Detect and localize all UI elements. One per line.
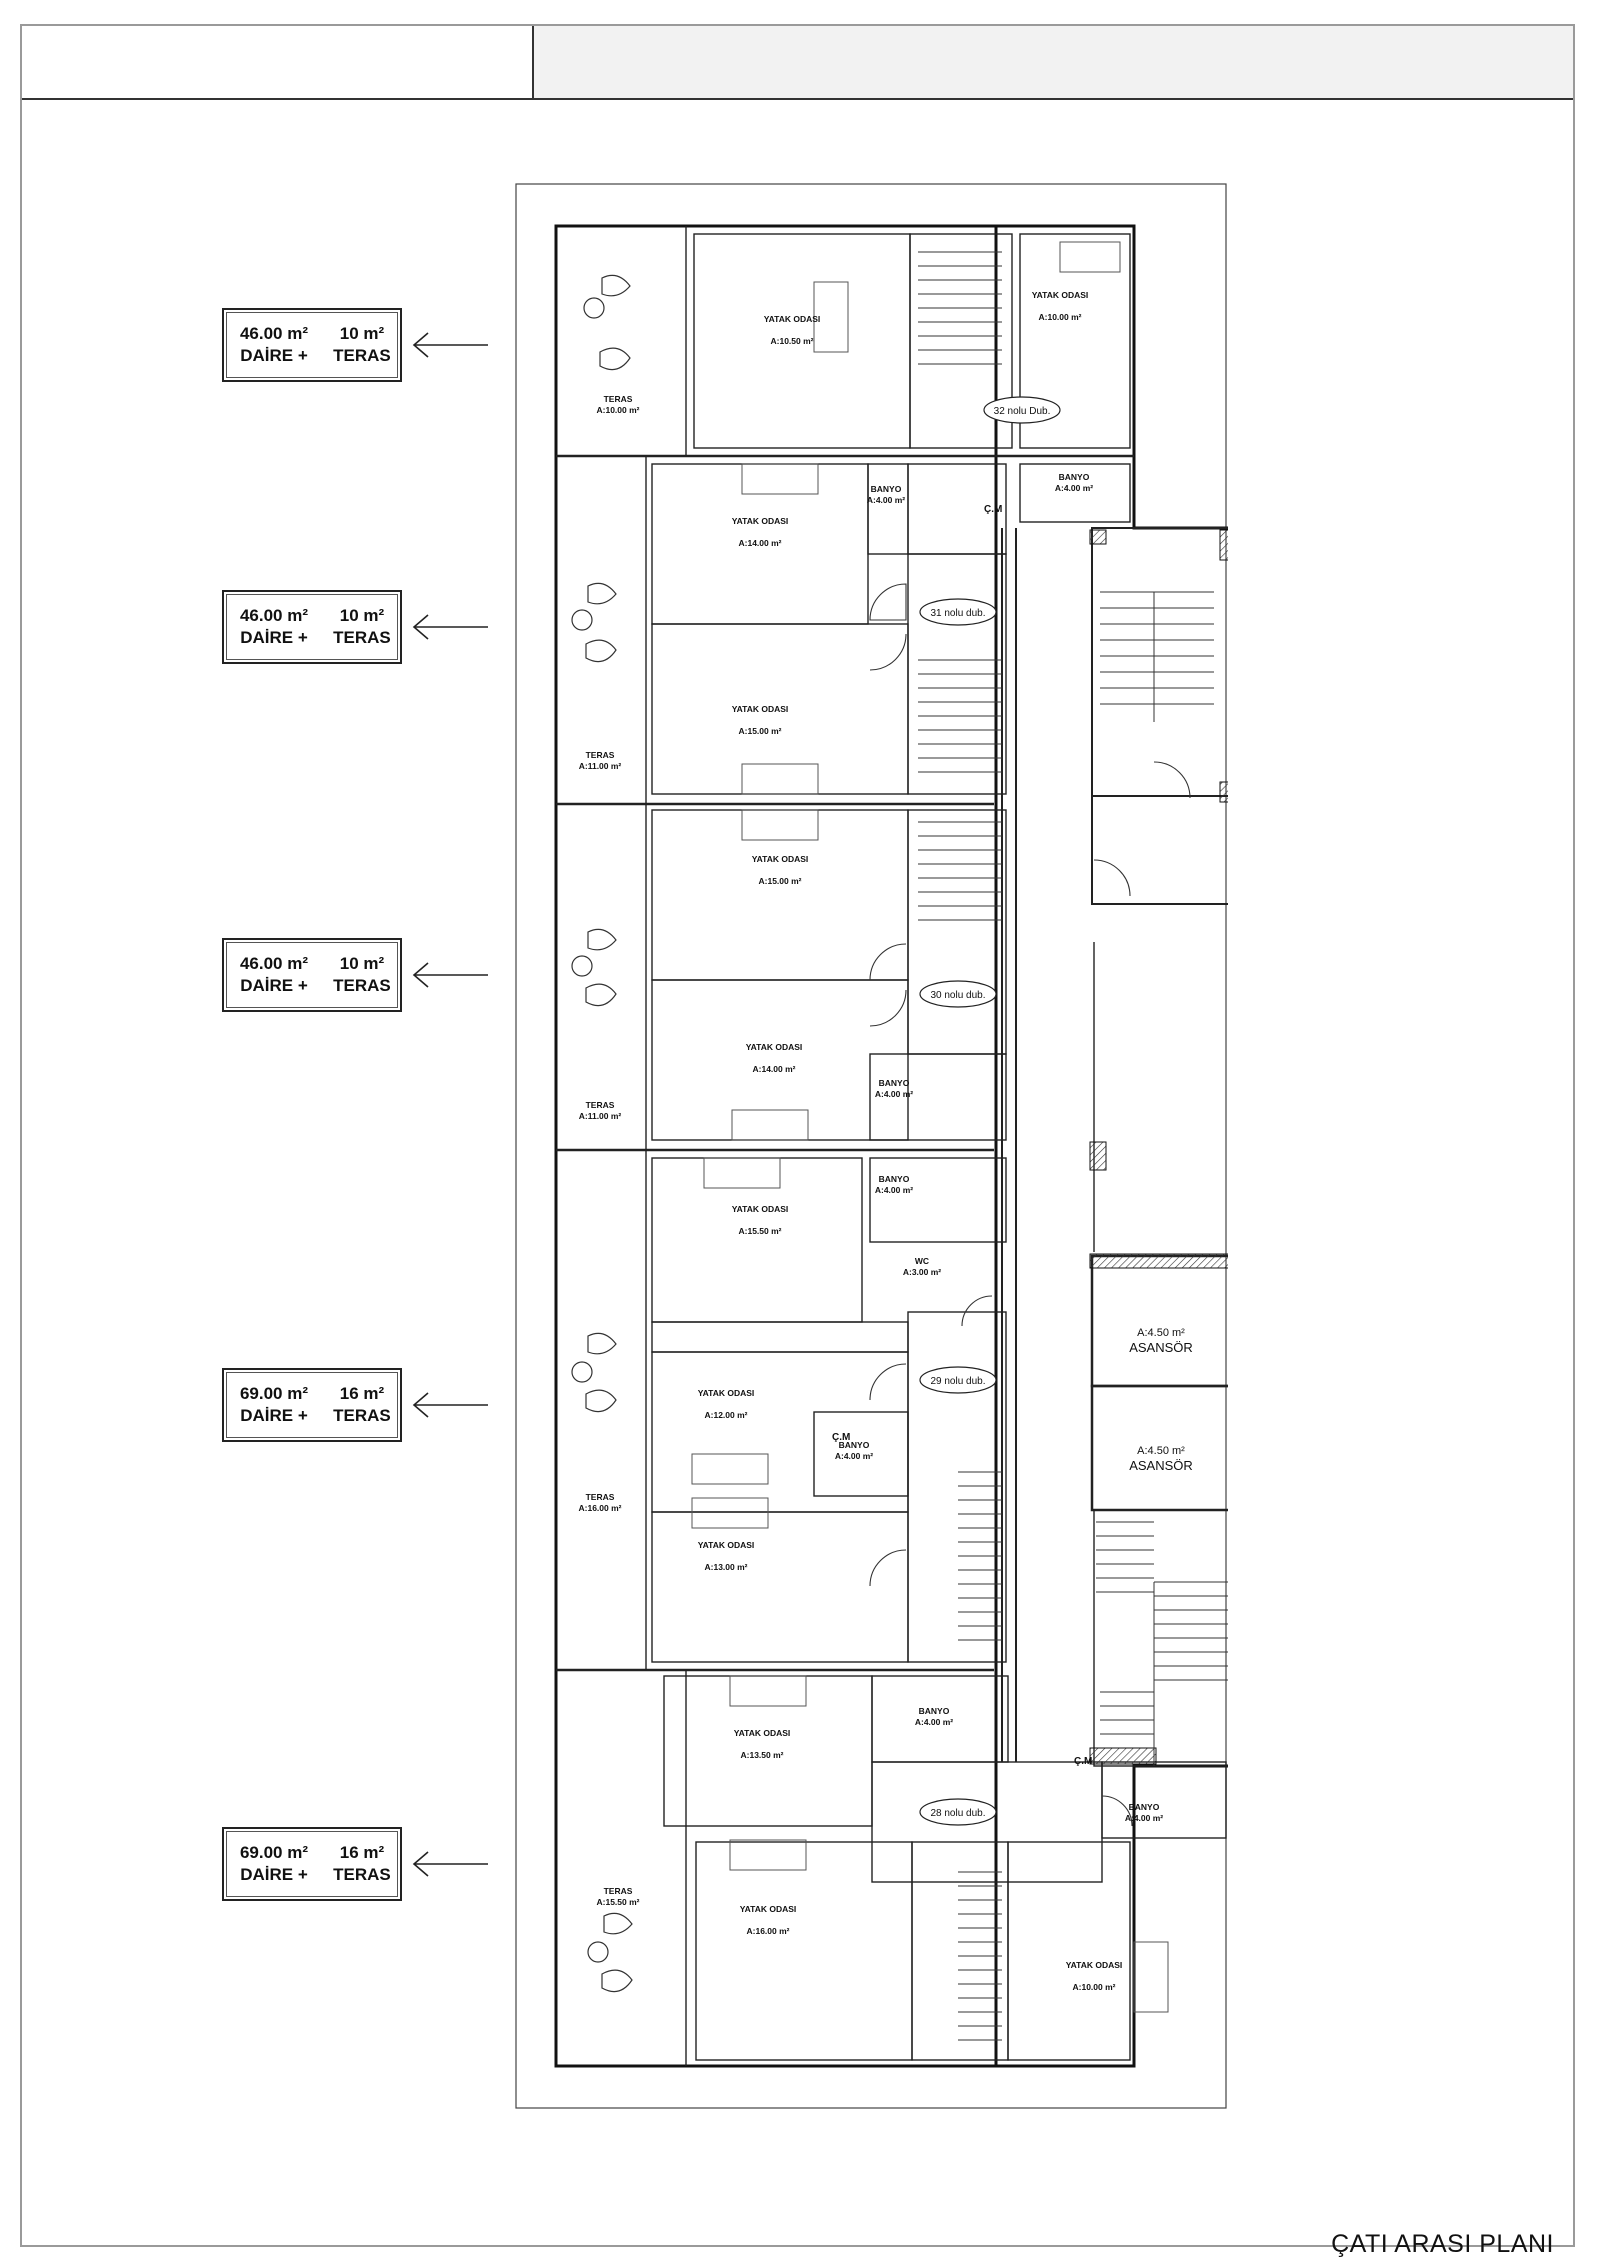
stair-core [1092, 528, 1228, 796]
unit-label-4 [222, 1368, 402, 1442]
room-area: A:11.00 m² [578, 761, 622, 771]
door-swing [870, 634, 906, 670]
room-area: A:15.00 m² [738, 726, 782, 736]
room-name: TERAS [585, 1100, 615, 1110]
room-name: BANYO [870, 484, 902, 494]
site-outline [516, 184, 1226, 2108]
drawing-title: ÇATI ARASI PLANI [1331, 2230, 1554, 2258]
unit-label-line1: 69.00 m² DAİRE + [239, 1843, 308, 1884]
door-swing [870, 944, 906, 980]
door-swing [1094, 860, 1130, 896]
room-area: A:15.00 m² [758, 876, 802, 886]
lower-stair-treads [1154, 1582, 1228, 1680]
unit-label-line2: 10 m² TERAS [333, 954, 391, 995]
elevator-name: ASANSÖR [1129, 1458, 1193, 1473]
door-swing [870, 990, 906, 1026]
core-lobby [1092, 796, 1228, 904]
column [1090, 530, 1106, 544]
column [1220, 782, 1228, 802]
chair-icon [586, 984, 616, 1005]
elevator-area: A:4.50 m² [1137, 1327, 1185, 1339]
room-outline [872, 1762, 1102, 1882]
room-name: BANYO [1128, 1802, 1160, 1812]
title-block-header [22, 26, 1573, 100]
chair-icon [604, 1913, 632, 1933]
unit-label-line2: 10 m² TERAS [333, 324, 391, 365]
shaft-label: Ç.M [832, 1432, 851, 1443]
door-swing [1154, 762, 1190, 798]
bed-icon [692, 1498, 768, 1528]
door-swing [870, 584, 906, 620]
door-swing [870, 1364, 906, 1400]
unit-label-1 [222, 308, 402, 382]
room-name: YATAK ODASI [733, 1728, 791, 1738]
room-name: YATAK ODASI [731, 516, 789, 526]
room-area: A:10.00 m² [596, 405, 640, 415]
chair-icon [602, 1970, 632, 1991]
room-area: A:16.00 m² [578, 1503, 622, 1513]
unit-label-line1: 46.00 m² DAİRE + [239, 324, 308, 365]
shaft-label: Ç.M [1074, 1756, 1093, 1767]
building-wall [556, 226, 1228, 528]
bed-icon [692, 1454, 768, 1484]
room-area: A:4.00 m² [1054, 483, 1094, 493]
room-outline [652, 810, 908, 980]
table-icon [572, 956, 592, 976]
room-name: YATAK ODASI [731, 1204, 789, 1214]
room-outline [652, 1158, 862, 1322]
stair-treads [918, 660, 1002, 772]
room-area: A:3.00 m² [902, 1267, 942, 1277]
room-name: TERAS [603, 394, 633, 404]
dub-label: 28 nolu dub. [930, 1808, 986, 1819]
room-area: A:4.00 m² [866, 495, 906, 505]
room-name: BANYO [878, 1078, 910, 1088]
unit-label-5 [222, 1827, 402, 1901]
bed-icon [704, 1158, 780, 1188]
room-area: A:11.00 m² [578, 1111, 622, 1121]
lower-stair-treads [1100, 1582, 1154, 1766]
room-area: A:4.00 m² [874, 1185, 914, 1195]
core-stair-treads [1100, 592, 1214, 722]
elevator-name: ASANSÖR [1129, 1340, 1193, 1355]
room-area: A:4.00 m² [914, 1717, 954, 1727]
bed-icon [1134, 1942, 1168, 2012]
room-name: BANYO [838, 1440, 870, 1450]
chair-icon [586, 1390, 616, 1411]
unit-label-line1: 46.00 m² DAİRE + [239, 606, 308, 647]
room-area: A:15.50 m² [596, 1897, 640, 1907]
room-name: YATAK ODASI [751, 854, 809, 864]
dub-label: 29 nolu dub. [930, 1376, 986, 1387]
stair-room [908, 810, 1006, 1054]
room-name: YATAK ODASI [1031, 290, 1089, 300]
lower-stair-treads [1096, 1522, 1154, 1592]
floor-plan [514, 182, 1228, 2110]
room-outline [652, 1322, 908, 1352]
room-name: YATAK ODASI [1065, 1960, 1123, 1970]
room-area: A:4.00 m² [1124, 1813, 1164, 1823]
room-outline [870, 1158, 1006, 1242]
room-name: YATAK ODASI [739, 1904, 797, 1914]
stair-treads [918, 822, 1002, 920]
building-west-block [556, 226, 996, 2066]
room-name: BANYO [918, 1706, 950, 1716]
dub-label: 31 nolu dub. [930, 608, 986, 619]
room-name: TERAS [603, 1886, 633, 1896]
elevator-area: A:4.50 m² [1137, 1445, 1185, 1457]
room-name: YATAK ODASI [763, 314, 821, 324]
room-area: A:12.00 m² [704, 1410, 748, 1420]
door-swing [962, 1296, 992, 1326]
room-area: A:10.00 m² [1038, 312, 1082, 322]
room-area: A:4.00 m² [874, 1089, 914, 1099]
room-name: YATAK ODASI [731, 704, 789, 714]
column [1090, 1142, 1106, 1170]
door-swing [870, 1550, 906, 1586]
room-name: TERAS [585, 750, 615, 760]
bed-icon [732, 1110, 808, 1140]
unit-label-line1: 69.00 m² DAİRE + [239, 1384, 308, 1425]
room-name: TERAS [585, 1492, 615, 1502]
chair-icon [602, 275, 630, 295]
room-outline [1102, 1762, 1226, 1838]
table-icon [572, 1362, 592, 1382]
room-name: YATAK ODASI [697, 1388, 755, 1398]
table-icon [588, 1942, 608, 1962]
shaft-label: Ç.M [984, 504, 1003, 515]
room-outline [696, 1842, 912, 2060]
column [1220, 530, 1228, 560]
room-area: A:15.50 m² [738, 1226, 782, 1236]
bed-icon [742, 810, 818, 840]
bed-icon [742, 764, 818, 794]
dub-label: 30 nolu dub. [930, 990, 986, 1001]
room-area: A:14.00 m² [738, 538, 782, 548]
room-outline [1008, 1842, 1130, 2060]
arrow-left-icon [410, 612, 490, 642]
room-name: YATAK ODASI [697, 1540, 755, 1550]
room-area: A:16.00 m² [746, 1926, 790, 1936]
elevator-shaft [1092, 1256, 1228, 1386]
stair-treads [918, 252, 1002, 364]
room-area: A:10.00 m² [1072, 1982, 1116, 1992]
room-area: A:13.00 m² [704, 1562, 748, 1572]
room-name: BANYO [1058, 472, 1090, 482]
room-outline [652, 1352, 908, 1512]
bed-icon [730, 1840, 806, 1870]
table-icon [584, 298, 604, 318]
arrow-left-icon [410, 960, 490, 990]
stair-room [912, 1842, 1008, 2060]
room-name: WC [914, 1256, 930, 1266]
unit-label-3 [222, 938, 402, 1012]
unit-label-line1: 46.00 m² DAİRE + [239, 954, 308, 995]
dub-label: 32 nolu Dub. [993, 406, 1051, 417]
bed-icon [742, 464, 818, 494]
column [1090, 1254, 1228, 1268]
room-name: BANYO [878, 1174, 910, 1184]
chair-icon [586, 640, 616, 661]
header-right-cell [534, 26, 1573, 98]
arrow-left-icon [410, 1849, 490, 1879]
unit-label-2 [222, 590, 402, 664]
unit-label-line2: 16 m² TERAS [333, 1384, 391, 1425]
stair-room [908, 1312, 1006, 1662]
header-left-cell [22, 26, 534, 98]
chair-icon [600, 348, 630, 369]
room-area: A:4.00 m² [834, 1451, 874, 1461]
room-outline [652, 1512, 908, 1662]
room-outline [868, 464, 908, 554]
room-area: A:13.50 m² [740, 1750, 784, 1760]
unit-label-line2: 10 m² TERAS [333, 606, 391, 647]
chair-icon [588, 929, 616, 949]
chair-icon [588, 583, 616, 603]
table-icon [572, 610, 592, 630]
room-area: A:14.00 m² [752, 1064, 796, 1074]
room-name: YATAK ODASI [745, 1042, 803, 1052]
bed-icon [1060, 242, 1120, 272]
column [1090, 1748, 1156, 1764]
unit-label-line2: 16 m² TERAS [333, 1843, 391, 1884]
chair-icon [588, 1333, 616, 1353]
arrow-left-icon [410, 1390, 490, 1420]
bed-icon [730, 1676, 806, 1706]
room-area: A:10.50 m² [770, 336, 814, 346]
arrow-left-icon [410, 330, 490, 360]
